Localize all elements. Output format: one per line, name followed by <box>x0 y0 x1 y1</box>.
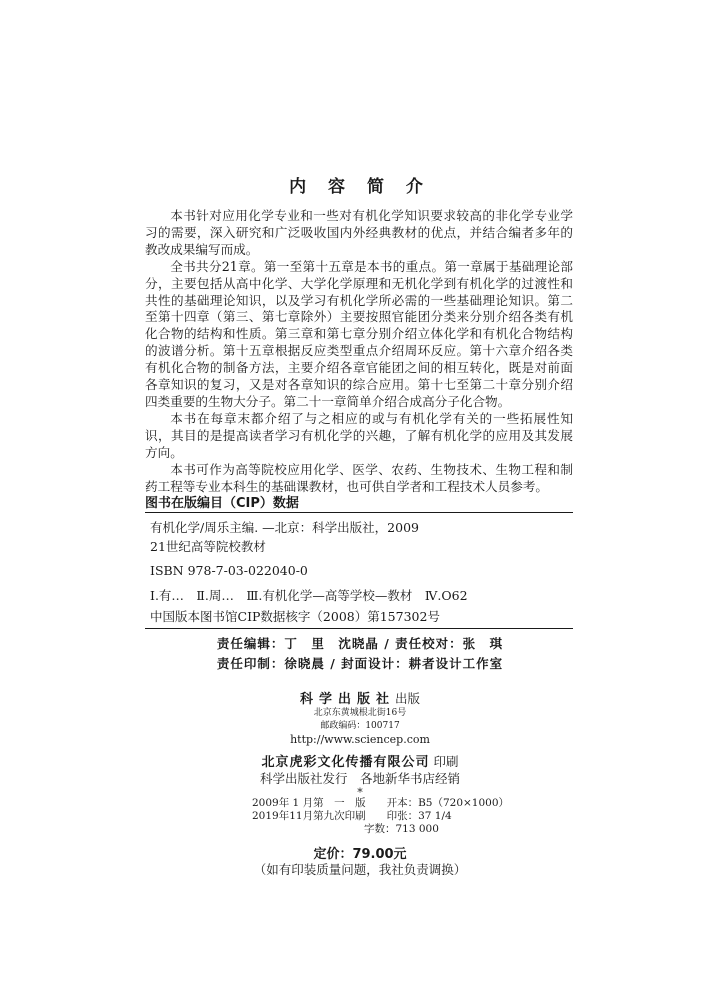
publisher-suffix: 出版 <box>395 691 421 706</box>
cip-author-line: 有机化学/周乐主编. —北京：科学出版社，2009 <box>150 520 419 535</box>
credits-production: 责任印制：徐晓晨 / 封面设计：耕者设计工作室 <box>216 656 504 671</box>
credits-editors: 责任编辑：丁 里 沈晓晶 / 责任校对：张 琪 <box>216 636 504 651</box>
summary-heading: 内 容 简 介 <box>289 177 431 197</box>
separator-star: * <box>357 786 363 799</box>
publisher-address: 北京东黄城根北街16号 <box>313 708 407 718</box>
edition-info <box>252 797 510 836</box>
publisher-website: http://www.sciencep.com <box>290 733 430 746</box>
summary-paragraph: 全书共分21章。第一至第十五章是本书的重点。第一章属于基础理论部分，主要包括从高中化学、大学化学原理和无机化学到有机化学的过渡性和共性的基础理论知识，以及学习有机化学所必需的一些基础理论知识。第二至第十四章（第三、第七章除外）主要按照官能团分类来分别介绍各类有机化合物的结构和性质。第三章和第七章分别介绍立体化学和有机化合物结构的波谱分析。第十五章根据反应类型重点介绍周环反应。第十六章介绍各类有机化合物的制备方法，主要介绍各章官能团之间的相互转化，既是对前面各章知识的复习，又是对各章知识的综合应用。第十七至第二十章分别介绍四类重要的生物大分子。第二十一章简单介绍合成高分子化合物。 <box>145 258 573 409</box>
cip-title: 图书在版编目（CIP）数据 <box>145 496 299 511</box>
printer-name: 北京虎彩文化传播有限公司 <box>261 755 430 770</box>
cip-series: 21世纪高等院校教材 <box>150 539 266 554</box>
cip-bottom-divider <box>145 628 573 629</box>
content-summary <box>145 208 573 495</box>
distribution-line: 科学出版社发行 各地新华书店经销 <box>259 771 460 786</box>
summary-paragraph: 本书针对应用化学专业和一些对有机化学知识要求较高的非化学专业学习的需要，深入研究和广泛吸收国内外经典教材的优点，并结合编者多年的教改成果编写而成。 <box>145 208 573 257</box>
summary-paragraph: 本书可作为高等院校应用化学、医学、农药、生物技术、生物工程和制药工程等专业本科生的基础课教材，也可供自学者和工程技术人员参考。 <box>145 461 573 494</box>
quality-notice: （如有印装质量问题，我社负责调换） <box>253 862 467 877</box>
publisher-postcode: 邮政编码：100717 <box>320 721 400 731</box>
summary-paragraph: 本书在每章末都介绍了与之相应的或与有机化学有关的一些拓展性知识，其目的是提高读者学习有机化学的兴趣，了解有机化学的应用及其发展方向。 <box>145 410 573 460</box>
publisher-name: 科学出版社 <box>299 692 395 707</box>
cip-classification: Ⅰ.有… Ⅱ.周… Ⅲ.有机化学—高等学校—教材 Ⅳ.O62 <box>150 588 468 603</box>
printing-row: 2019年11月第九次印刷 印张：37 1/4 <box>252 810 452 822</box>
edition-row: 2009年 1 月第 一 版 开本：B5（720×1000） <box>252 797 510 809</box>
printer-line <box>0 751 720 770</box>
word-count-row: 字数：713 000 <box>364 823 439 835</box>
price: 定价：79.00元 <box>313 847 407 862</box>
cip-top-divider <box>145 512 573 513</box>
printer-suffix: 印刷 <box>433 754 459 769</box>
cip-isbn: ISBN 978-7-03-022040-0 <box>150 563 308 578</box>
cip-number: 中国版本图书馆CIP数据核字（2008）第157302号 <box>150 609 440 624</box>
